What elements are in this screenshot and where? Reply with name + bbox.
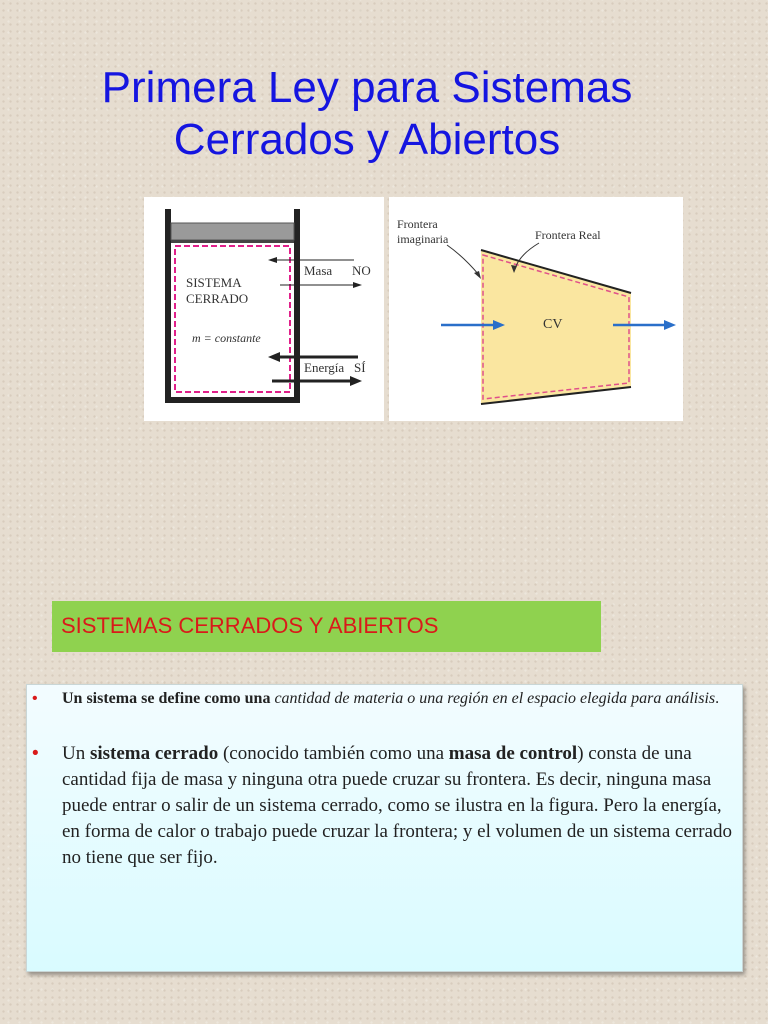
content-box — [26, 684, 743, 972]
closed-mid: (conocido también como una — [222, 743, 445, 764]
slide-title-line-2: Cerrados y Abiertos — [173, 115, 561, 164]
system-label-1: SISTEMA — [186, 275, 242, 290]
definition-paragraph — [62, 687, 734, 710]
definition-italic: cantidad de materia o una región en el espacio elegida para análisis — [274, 690, 716, 707]
imaginary-boundary-label-1: Frontera — [397, 217, 438, 231]
piston — [171, 223, 294, 240]
definition-end: . — [715, 690, 720, 707]
energy-answer: SÍ — [354, 360, 366, 375]
slide-title-line-1: Primera Ley para Sistemas — [101, 63, 633, 112]
slide-title — [0, 62, 734, 166]
bullet-marker-2: • — [32, 743, 39, 764]
control-mass-term: masa de control — [448, 743, 578, 764]
mass-formula: m = constante — [192, 331, 261, 345]
section-title: SISTEMAS CERRADOS Y ABIERTOS — [61, 613, 439, 638]
system-boundary — [175, 246, 290, 392]
closed-rest: ) consta de una cantidad fija de masa y ninguna otra puede cruzar su frontera. Es decir, ninguna masa puede entrar o salir de un sistema cerrado, como se ilustra en la figura. Pero la energía, en forma de calor o trabajo puede cruzar la frontera; y el volumen de un sistema cerrado no tiene que ser fijo. — [62, 743, 732, 868]
closed-system-figure — [144, 197, 384, 421]
mass-answer: NO — [352, 263, 371, 278]
section-banner — [52, 601, 601, 652]
definition-bold: Un sistema se define como una — [62, 690, 271, 707]
energy-label: Energía — [304, 360, 345, 375]
mass-label: Masa — [304, 263, 333, 278]
closed-bold-term: sistema cerrado — [89, 743, 219, 764]
cv-label: CV — [543, 317, 563, 332]
system-label-2: CERRADO — [186, 291, 249, 306]
control-volume-figure — [389, 197, 683, 421]
closed-start: Un — [62, 743, 86, 764]
imaginary-boundary-label-2: imaginaria — [397, 232, 449, 246]
closed-system-paragraph — [62, 741, 734, 871]
real-boundary-label: Frontera Real — [535, 228, 601, 242]
bullet-marker-1: • — [32, 690, 38, 707]
